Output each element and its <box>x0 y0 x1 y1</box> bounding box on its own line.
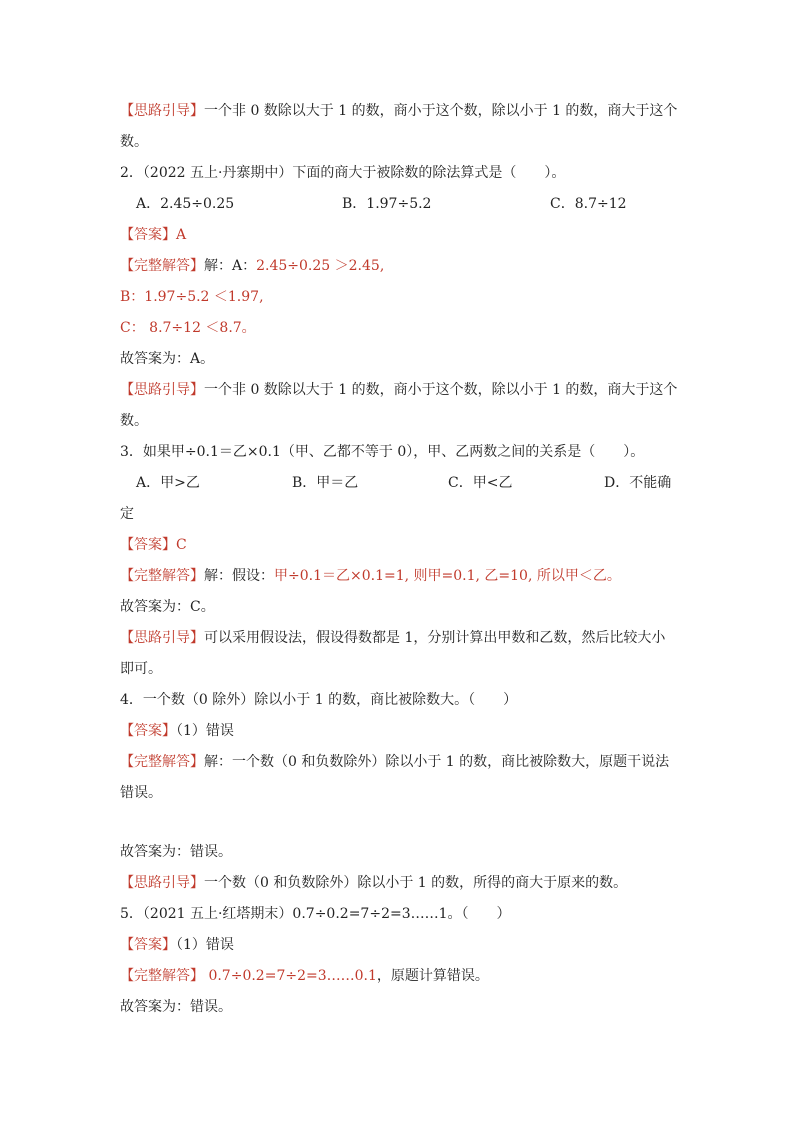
answer-label: 【答案】 <box>120 723 176 739</box>
answer-value: （1）错误 <box>176 723 234 739</box>
tip-line-cont: 数。 <box>120 413 148 429</box>
question-3-options <box>120 468 680 499</box>
solution-b: B：1.97÷5.2 ＜1.97, <box>120 289 264 305</box>
solution-prefix: 解：假设： <box>204 568 274 584</box>
solution-expression: 0.7÷0.2=7÷2=3……0.1 <box>204 968 377 984</box>
tip-line-cont: 即可。 <box>120 661 162 677</box>
question-5: 5．（2021 五上·红塔期末）0.7÷0.2=7÷2=3……1。（ ） <box>120 906 511 922</box>
tip-label: 【思路引导】 <box>120 630 204 646</box>
tip-line-cont: 数。 <box>120 134 148 150</box>
solution-label: 【完整解答】 <box>120 568 204 584</box>
final-answer: 故答案为：C。 <box>120 599 215 615</box>
answer-value: （1）错误 <box>176 937 234 953</box>
option-c: C．甲<乙 <box>448 475 513 491</box>
tip-text: 可以采用假设法，假设得数都是 1，分别计算出甲数和乙数，然后比较大小 <box>204 630 666 646</box>
tip-line <box>120 623 680 654</box>
solution-line <box>120 251 680 282</box>
question-2: 2．（2022 五上·丹寨期中）下面的商大于被除数的除法算式是（ ）。 <box>120 165 566 181</box>
option-b: B．1.97÷5.2 <box>342 196 432 212</box>
tip-label: 【思路引导】 <box>120 382 204 398</box>
solution-label: 【完整解答】 <box>120 258 204 274</box>
solution-label: 【完整解答】 <box>120 754 204 770</box>
solution-prefix: 解：A： <box>204 258 257 274</box>
solution-c: C： 8.7÷12 ＜8.7。 <box>120 320 256 336</box>
solution-line-cont: 错误。 <box>120 785 162 801</box>
solution-line <box>120 561 680 592</box>
answer-line <box>120 716 680 747</box>
question-4: 4．一个数（0 除外）除以小于 1 的数，商比被除数大。（ ） <box>120 692 518 708</box>
tip-line <box>120 96 680 127</box>
answer-line <box>120 930 680 961</box>
option-d: D．不能确 <box>604 475 672 491</box>
solution-a: 2.45÷0.25 ＞2.45, <box>256 258 385 274</box>
tip-line <box>120 868 680 899</box>
tip-label: 【思路引导】 <box>120 875 204 891</box>
tip-line <box>120 375 680 406</box>
question-2-options <box>120 189 680 220</box>
final-answer: 故答案为：错误。 <box>120 999 232 1015</box>
solution-body: 甲÷0.1＝乙×0.1=1, 则甲=0.1, 乙=10, 所以甲＜乙。 <box>274 568 621 584</box>
answer-label: 【答案】 <box>120 227 176 243</box>
tip-text: 一个数（0 和负数除外）除以小于 1 的数，所得的商大于原来的数。 <box>204 875 628 891</box>
answer-value: A <box>176 227 187 243</box>
question-3: 3．如果甲÷0.1＝乙×0.1（甲、乙都不等于 0），甲、乙两数之间的关系是（ ）。 <box>120 444 645 460</box>
solution-line <box>120 961 680 992</box>
option-a: A．甲>乙 <box>136 475 200 491</box>
document-content <box>120 96 680 1023</box>
answer-value: C <box>176 537 187 553</box>
final-answer: 故答案为：A。 <box>120 351 215 367</box>
answer-line <box>120 530 680 561</box>
answer-label: 【答案】 <box>120 937 176 953</box>
solution-line <box>120 747 680 778</box>
option-c: C．8.7÷12 <box>550 196 627 212</box>
answer-line <box>120 220 680 251</box>
solution-text: 解：一个数（0 和负数除外）除以小于 1 的数，商比被除数大，原题干说法 <box>204 754 670 770</box>
option-b: B．甲＝乙 <box>292 475 359 491</box>
final-answer: 故答案为：错误。 <box>120 844 232 860</box>
solution-label: 【完整解答】 <box>120 968 204 984</box>
tip-label: 【思路引导】 <box>120 103 204 119</box>
option-d-cont: 定 <box>120 506 134 522</box>
answer-label: 【答案】 <box>120 537 176 553</box>
tip-text: 一个非 0 数除以大于 1 的数，商小于这个数，除以小于 1 的数，商大于这个 <box>204 382 678 398</box>
solution-rest: ，原题计算错误。 <box>376 968 489 984</box>
tip-text: 一个非 0 数除以大于 1 的数，商小于这个数，除以小于 1 的数，商大于这个 <box>204 103 678 119</box>
option-a: A．2.45÷0.25 <box>136 196 235 212</box>
